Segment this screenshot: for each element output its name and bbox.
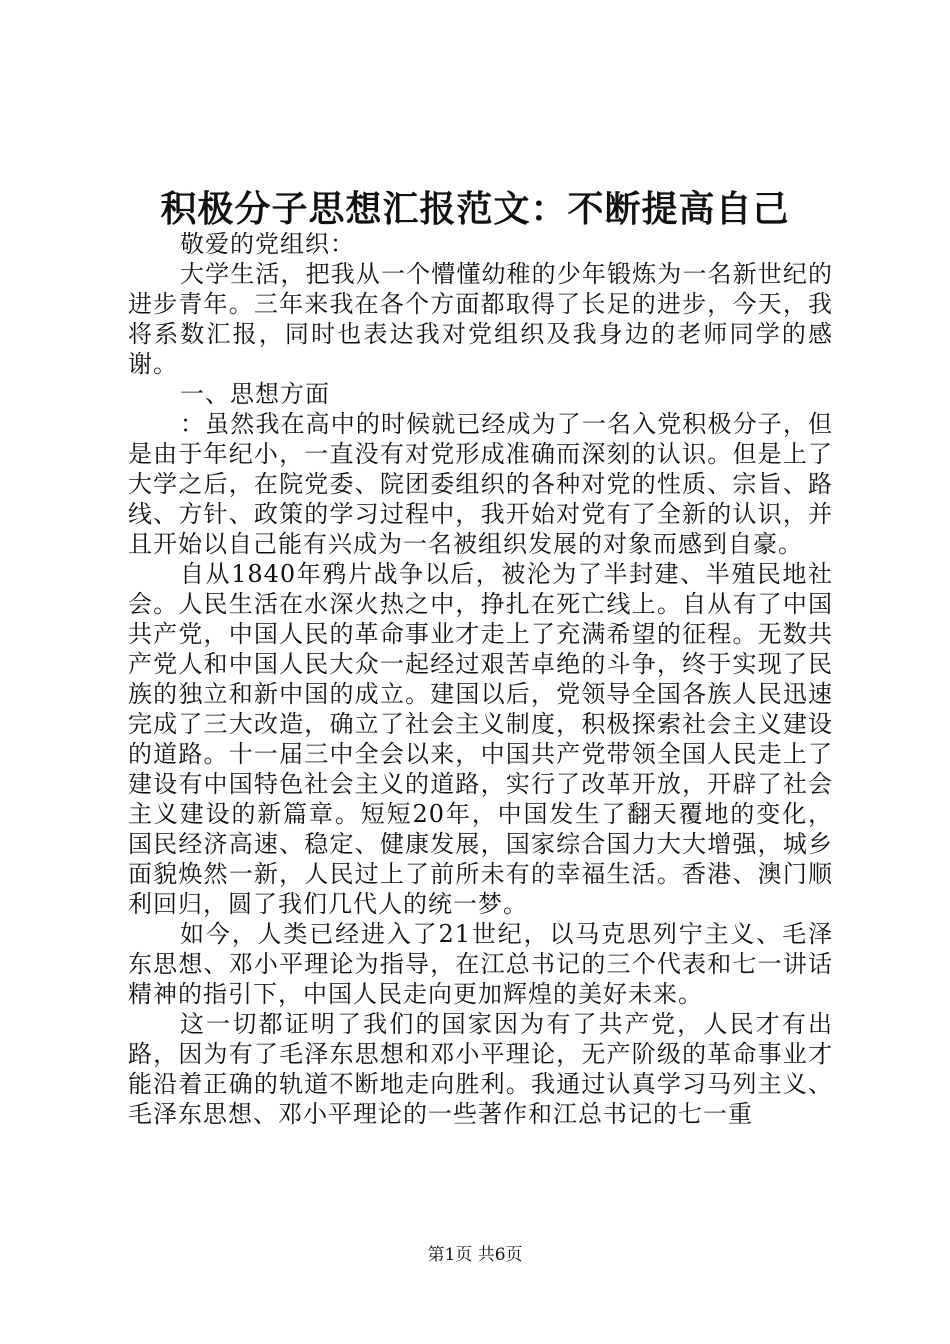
page-footer: 第1页 共6页 (427, 1245, 523, 1265)
document-title: 积极分子思想汇报范文：不断提高自己 (160, 188, 790, 230)
document-body (128, 229, 833, 1129)
paragraph-history: 自从1840年鸦片战争以后，被沦为了半封建、半殖民地社会。人民生活在水深火热之中，挣扎在死亡线上。自从有了中国共产党，中国人民的革命事业才走上了充满希望的征程。无数共产党人和中国人民大众一起经过艰苦卓绝的斗争，终于实现了民族的独立和新中国的成立。建国以后，党领导全国各族人民迅速完成了三大改造，确立了社会主义制度，积极探索社会主义建设的道路。十一届三中全会以来，中国共产党带领全国人民走上了建设有中国特色社会主义的道路，实行了改革开放，开辟了社会主义建设的新篇章。短短20年，中国发生了翻天覆地的变化，国民经济高速、稳定、健康发展，国家综合国力大大增强，城乡面貌焕然一新，人民过上了前所未有的幸福生活。香港、澳门顺利回归，圆了我们几代人的统一梦。 (128, 560, 833, 918)
paragraph-thought: ：虽然我在高中的时候就已经成为了一名入党积极分子，但是由于年纪小，一直没有对党形成准确而深刻的认识。但是上了大学之后，在院党委、院团委组织的各种对党的性质、宗旨、路线、方针、政策的学习过程中，我开始对党有了全新的认识，并且开始以自己能有兴成为一名被组织发展的对象而感到自豪。 (128, 410, 833, 558)
salutation: 敬爱的党组织： (180, 230, 355, 258)
paragraph-intro: 大学生活，把我从一个懵懂幼稚的少年锻炼为一名新世纪的进步青年。三年来我在各个方面都取得了长足的进步，今天，我将系数汇报，同时也表达我对党组织及我身边的老师同学的感谢。 (128, 260, 833, 378)
paragraph-21st-century: 如今，人类已经进入了21世纪，以马克思列宁主义、毛泽东思想、邓小平理论为指导，在江总书记的三个代表和七一讲话精神的指引下，中国人民走向更加辉煌的美好未来。 (128, 920, 833, 1008)
section-heading-thought: 一、思想方面 (180, 380, 330, 408)
paragraph-conclusion: 这一切都证明了我们的国家因为有了共产党，人民才有出路，因为有了毛泽东思想和邓小平理论，无产阶级的革命事业才能沿着正确的轨道不断地走向胜利。我通过认真学习马列主义、毛泽东思想、邓小平理论的一些著作和江总书记的七一重 (128, 1010, 833, 1128)
